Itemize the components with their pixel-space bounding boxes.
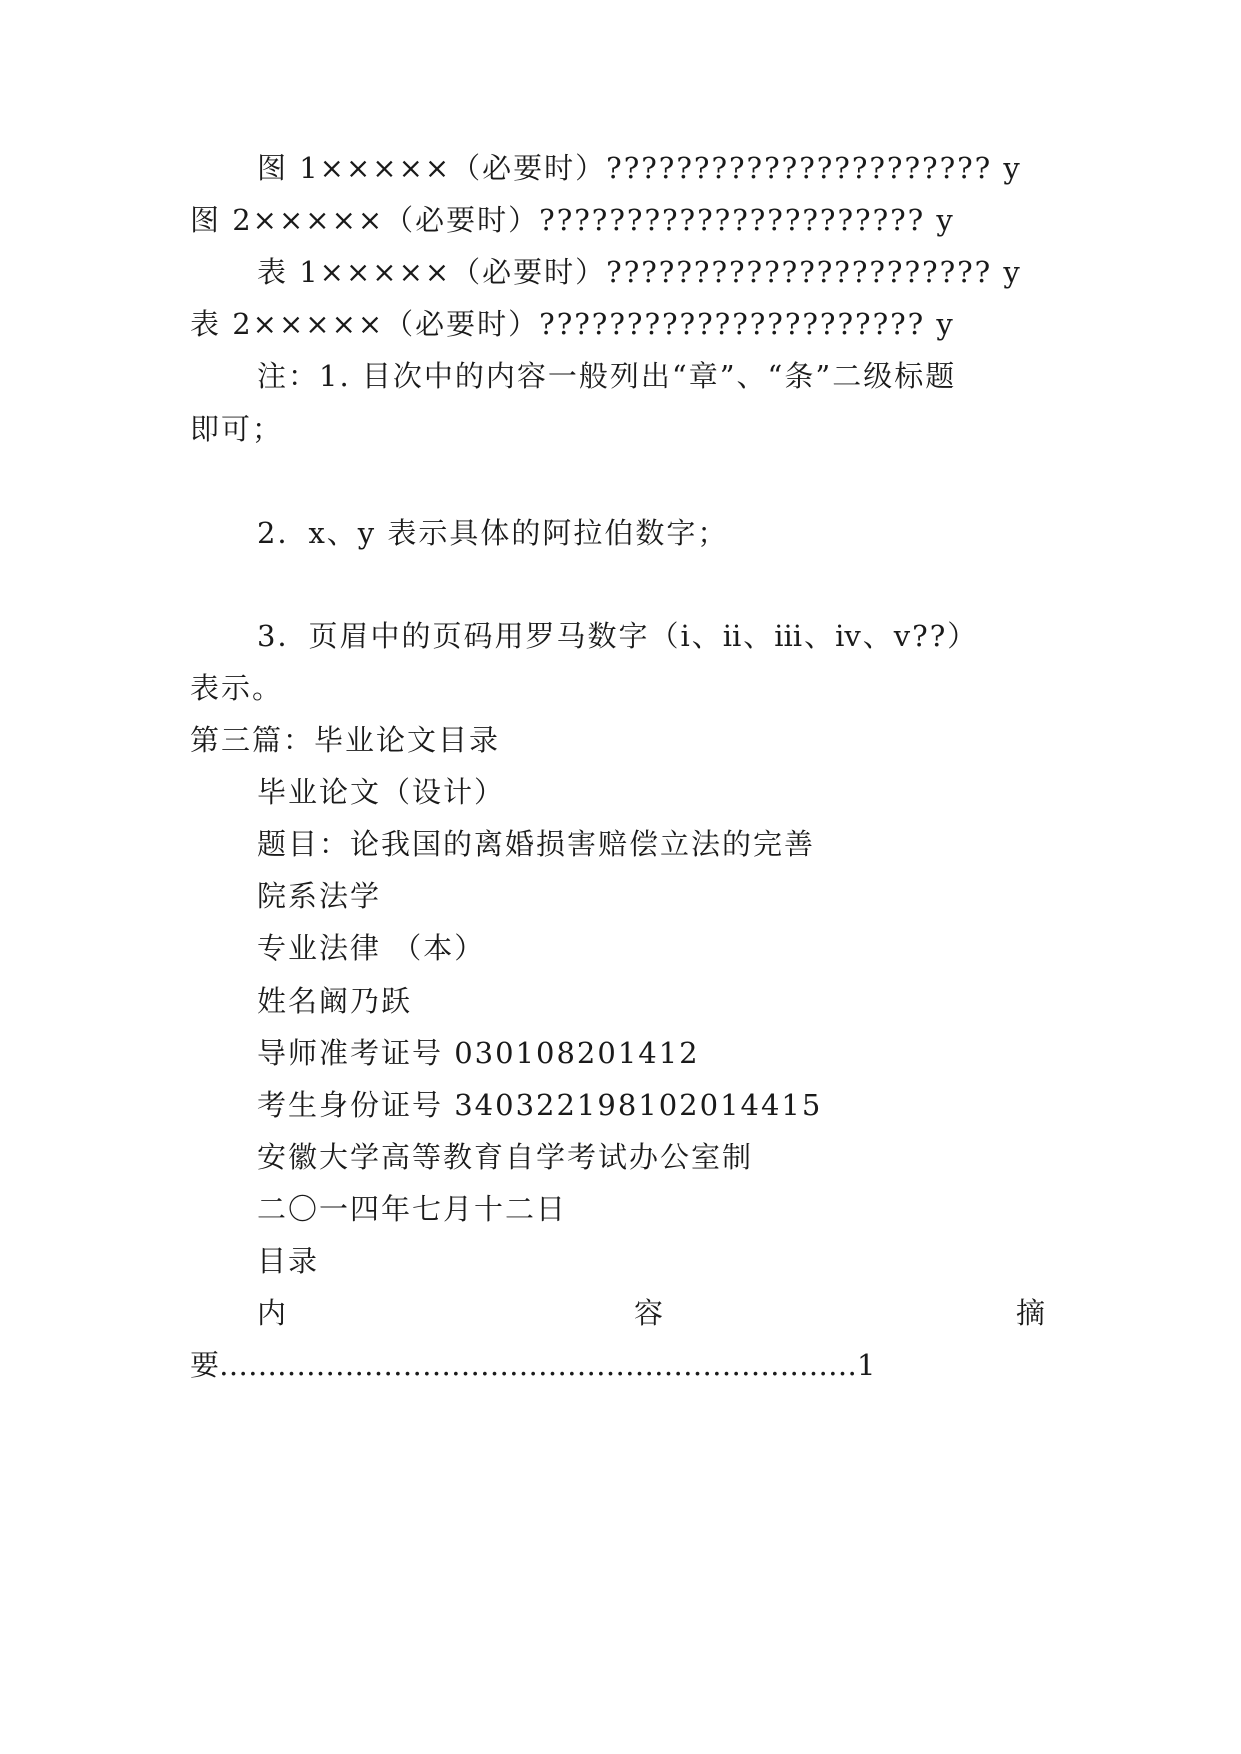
toc-entry-char-1: 内 <box>257 1296 287 1330</box>
toc-entry-line-2: 要…………………………………………………………1 <box>190 1348 876 1382</box>
cover-exam-id: 导师准考证号 030108201412 <box>257 1036 700 1070</box>
note-2: 2．x、y 表示具体的阿拉伯数字； <box>257 516 729 550</box>
cover-heading: 毕业论文（设计） <box>257 775 506 809</box>
note-3-line-1: 3．页眉中的页码用罗马数字（ⅰ、ⅱ、ⅲ、ⅳ、ⅴ??） <box>257 619 979 653</box>
toc-entry-char-2: 容 <box>634 1296 664 1330</box>
cover-topic: 题目：论我国的离婚损害赔偿立法的完善 <box>257 827 816 861</box>
cover-major: 专业法律 （本） <box>257 931 486 965</box>
cover-id-number: 考生身份证号 340322198102014415 <box>257 1088 823 1122</box>
cover-name: 姓名阚乃跃 <box>257 984 413 1018</box>
cover-department: 院系法学 <box>257 879 382 913</box>
toc-figure-1: 图 1×××××（必要时）?????????????????????? y <box>257 151 1022 185</box>
note-3-line-2: 表示。 <box>190 671 284 705</box>
note-1-line-1: 注：1. 目次中的内容一般列出“章”、“条”二级标题 <box>257 359 957 393</box>
note-1-line-2: 即可； <box>190 412 284 446</box>
toc-title: 目录 <box>257 1244 320 1278</box>
cover-date: 二〇一四年七月十二日 <box>257 1192 568 1226</box>
toc-table-1: 表 1×××××（必要时）?????????????????????? y <box>257 255 1022 289</box>
toc-figure-2: 图 2×××××（必要时）?????????????????????? y <box>190 203 955 237</box>
cover-issuer: 安徽大学高等教育自学考试办公室制 <box>257 1140 754 1174</box>
toc-table-2: 表 2×××××（必要时）?????????????????????? y <box>190 307 955 341</box>
section-title: 第三篇：毕业论文目录 <box>190 723 501 757</box>
toc-entry-char-3: 摘 <box>1016 1296 1046 1330</box>
